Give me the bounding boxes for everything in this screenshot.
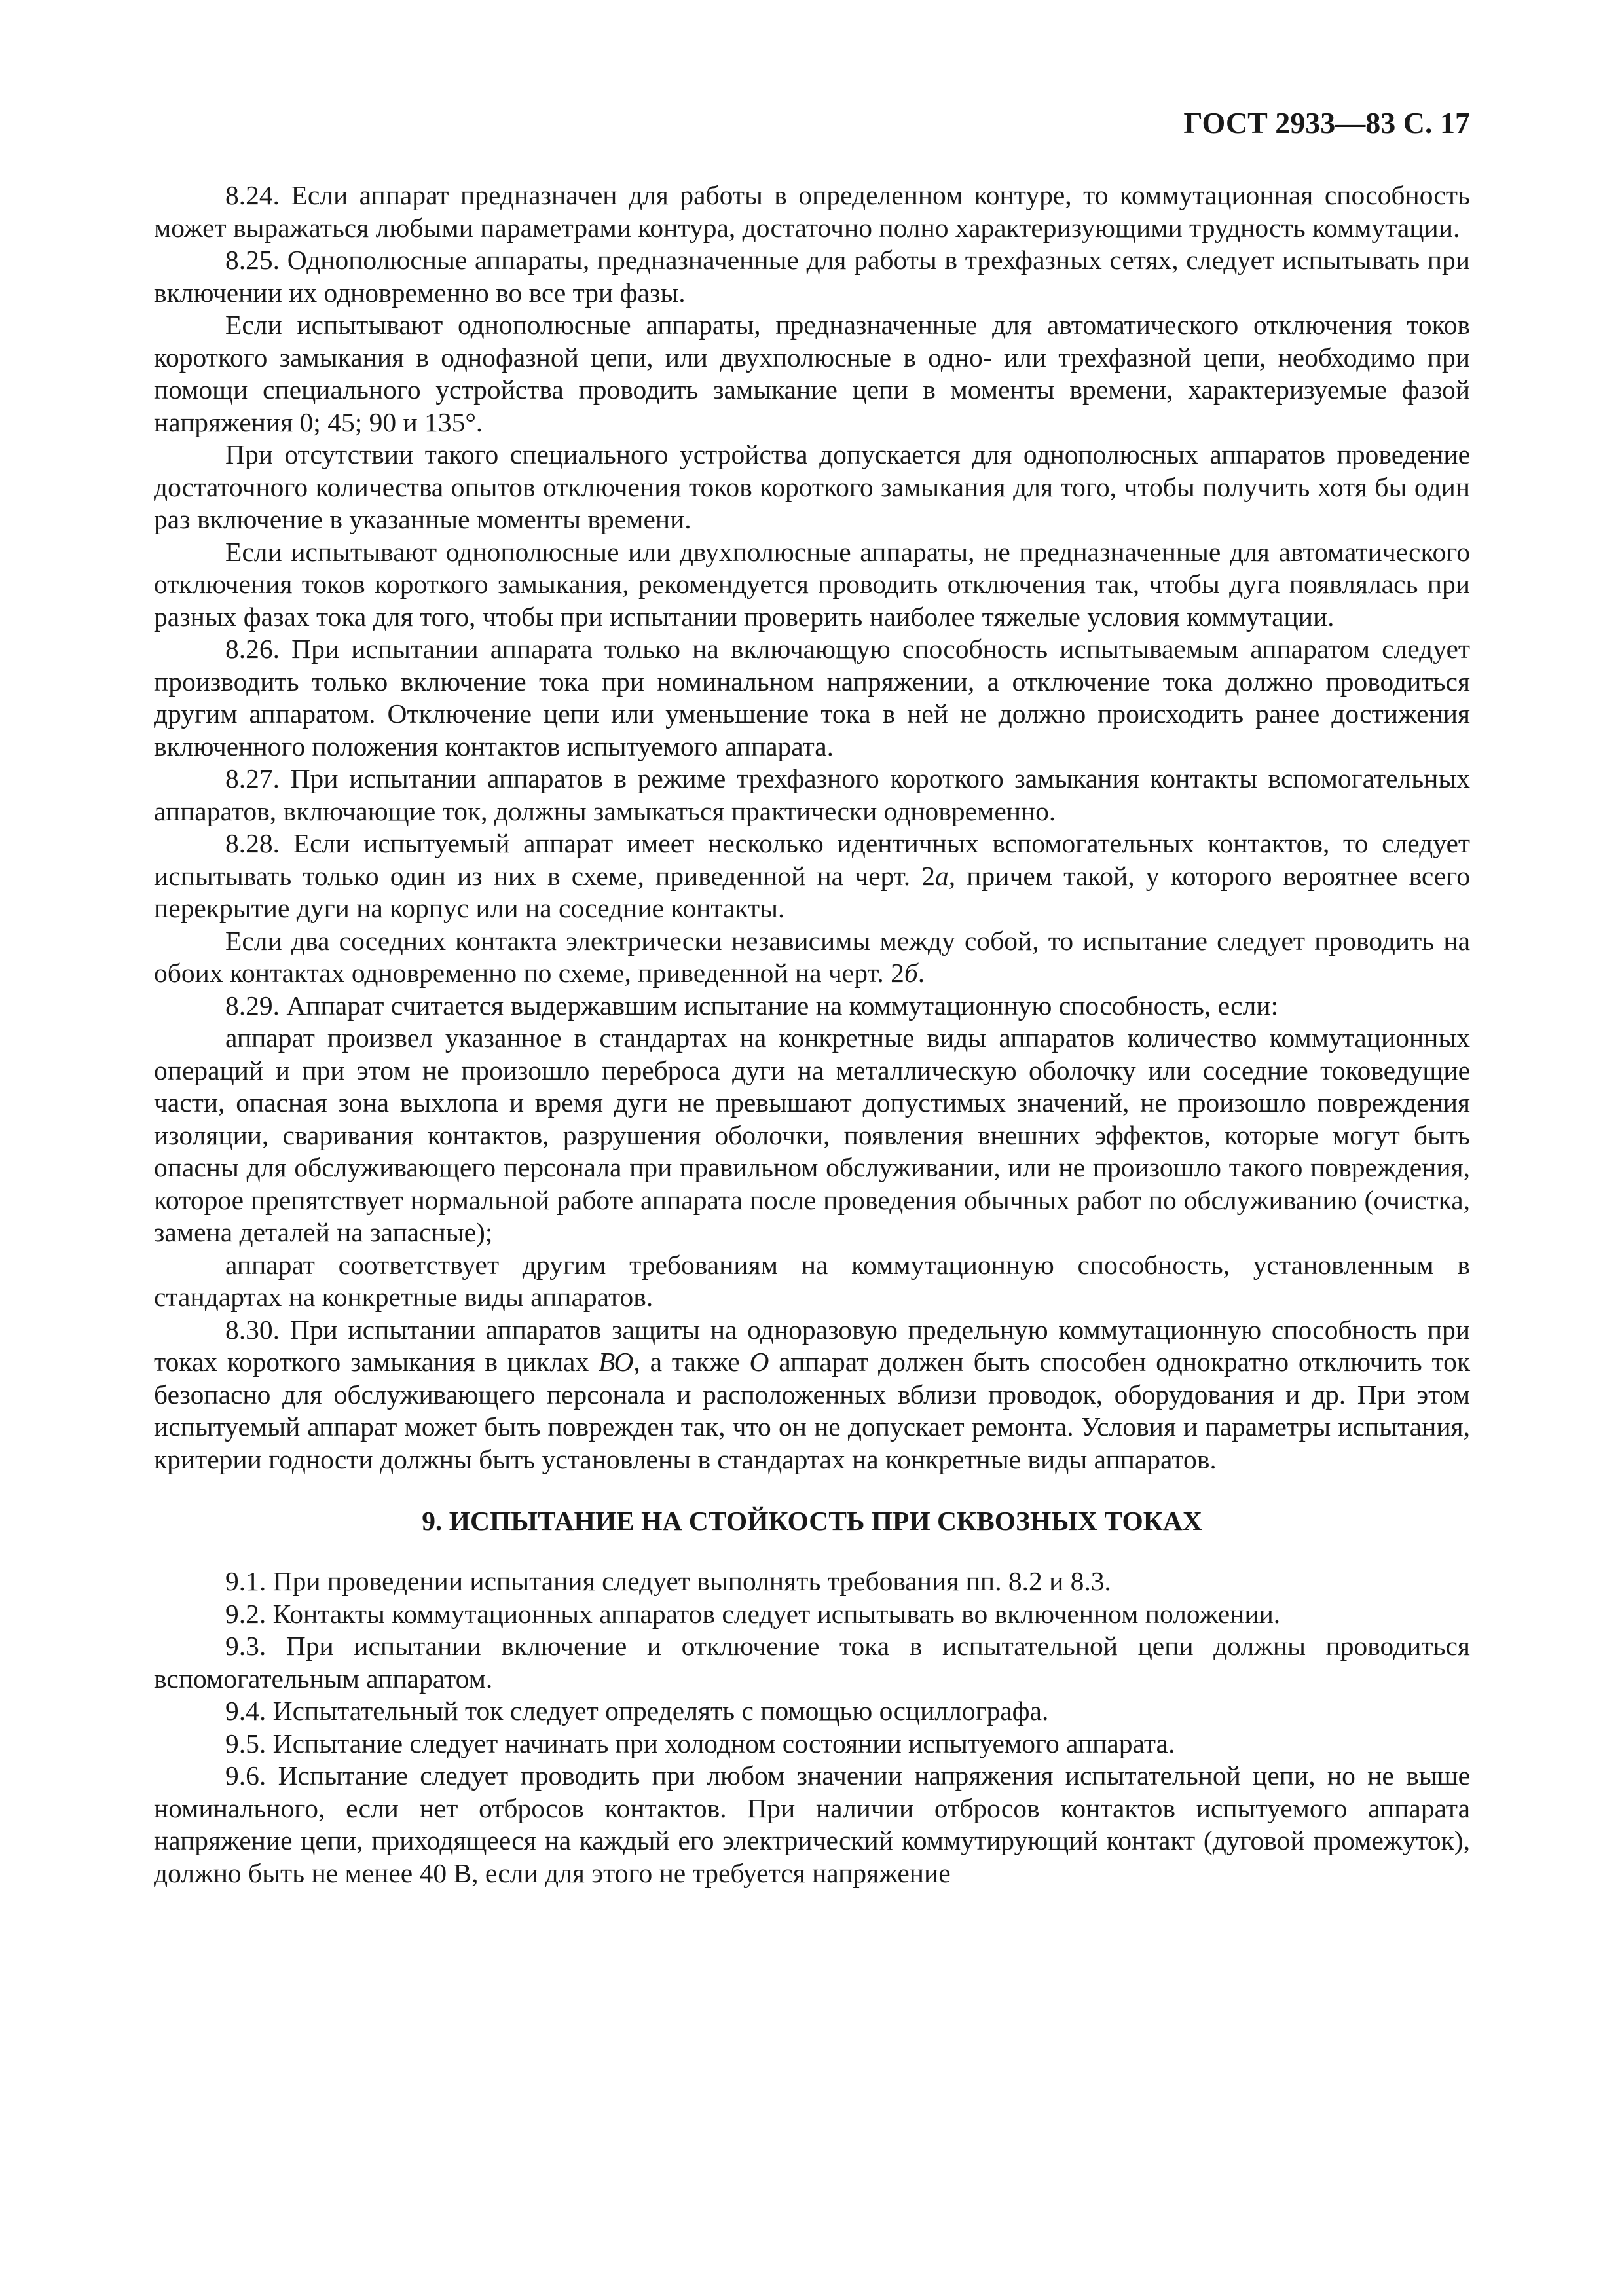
paragraph-9-5: 9.5. Испытание следует начинать при холодном состоянии испытуемого аппарата. bbox=[225, 1728, 1175, 1758]
paragraph-8-25-no-device: При отсутствии такого специального устройства допускается для однополюсных аппаратов проведение достаточного количества опытов отключения токов короткого замыкания для того, чтобы получить хотя бы один раз включение в указанные моменты времени. bbox=[154, 439, 1470, 534]
paragraph-8-25: 8.25. Однополюсные аппараты, предназначенные для работы в трехфазных сетях, следует испытывать при включении их одновременно во все три фазы. bbox=[154, 245, 1470, 308]
section-9-body bbox=[154, 1565, 1470, 1889]
paragraph-9-2: 9.2. Контакты коммутационных аппаратов следует испытывать во включенном положении. bbox=[225, 1598, 1281, 1629]
paragraph-8-29: 8.29. Аппарат считается выдержавшим испытание на коммутационную способность, если: bbox=[225, 990, 1279, 1021]
section-9-title: 9. ИСПЫТАНИЕ НА СТОЙКОСТЬ ПРИ СКВОЗНЫХ ТОКАХ bbox=[422, 1506, 1202, 1536]
paragraph-8-25-non-automatic: Если испытывают однополюсные или двухполюсные аппараты, не предназначенные для автоматического отключения токов короткого замыкания, рекомендуется проводить отключения так, чтобы дуга появлялась при разных фазах тока для того, чтобы при испытании проверить наиболее тяжелые условия коммутации. bbox=[154, 536, 1470, 632]
document-page bbox=[154, 105, 1470, 1889]
paragraph-8-29-condition-2: аппарат соответствует другим требованиям на коммутационную способность, установленным в стандартах на конкретные виды аппаратов. bbox=[154, 1249, 1470, 1312]
page-header: ГОСТ 2933—83 С. 17 bbox=[1183, 106, 1470, 139]
paragraph-9-6: 9.6. Испытание следует проводить при любом значении напряжения испытательной цепи, но не выше номинального, если нет отбросов контактов. При наличии отбросов контактов испытуемого аппарата напряжение цепи, приходящееся на каждый его электрический коммутирующий контакт (дуговой промежуток), должно быть не менее 40 В, если для этого не требуется напряжение bbox=[154, 1760, 1470, 1888]
paragraph-8-29-condition-1: аппарат произвел указанное в стандартах на конкретные виды аппаратов количество коммутационных операций и при этом не произошло переброса дуги на металлическую оболочку или соседние токоведущие части, опасная зона выхлопа и время дуги не превышают допустимых значений, не произошло повреждения изоляции, сваривания контактов, разрушения оболочки, появления внешних эффектов, которые могут быть опасны для обслуживающего персонала при правильном обслуживании, или не произошло такого повреждения, которое препятствует нормальной работе аппарата после проведения обычных работ по обслуживанию (очистка, замена деталей на запасные); bbox=[154, 1023, 1470, 1247]
paragraph-8-24: 8.24. Если аппарат предназначен для работы в определенном контуре, то коммутационная способность может выражаться любыми параметрами контура, достаточно полно характеризующими трудность коммутации. bbox=[154, 180, 1470, 243]
paragraph-8-27: 8.27. При испытании аппаратов в режиме трехфазного короткого замыкания контакты вспомогательных аппаратов, включающие ток, должны замыкаться практически одновременно. bbox=[154, 763, 1470, 826]
paragraph-9-4: 9.4. Испытательный ток следует определять с помощью осциллографа. bbox=[225, 1696, 1049, 1726]
paragraph-8-28: 8.28. Если испытуемый аппарат имеет несколько идентичных вспомогательных контактов, то следует испытывать только один из них в схеме, приведенной на черт. 2а, причем такой, у которого вероятнее всего перекрытие дуги на корпус или на соседние контакты. bbox=[154, 828, 1471, 923]
paragraph-9-3: 9.3. При испытании включение и отключение тока в испытательной цепи должны проводиться вспомогательным аппаратом. bbox=[154, 1631, 1470, 1694]
paragraph-8-30: 8.30. При испытании аппаратов защиты на одноразовую предельную коммутационную способность при токах короткого замыкания в циклах ВО, а также О аппарат должен быть способен однократно отключить ток безопасно для обслуживающего персонала и расположенных вблизи проводок, оборудования и др. При этом испытуемый аппарат может быть поврежден так, что он не допускает ремонта. Условия и параметры испытания, критерии годности должны быть установлены в стандартах на конкретные виды аппаратов. bbox=[154, 1314, 1470, 1474]
paragraph-8-26: 8.26. При испытании аппарата только на включающую способность испытываемым аппаратом следует производить только включение тока при номинальном напряжении, а отключение тока должно проводиться другим аппаратом. Отключение цепи или уменьшение тока в ней не должно происходить ранее достижения включенного положения контактов испытуемого аппарата. bbox=[154, 634, 1470, 761]
section-8-body bbox=[154, 179, 1470, 1476]
paragraph-8-28-adjacent: Если два соседних контакта электрически независимы между собой, то испытание следует проводить на обоих контактах одновременно по схеме, приведенной на черт. 2б. bbox=[154, 925, 1470, 988]
paragraph-8-25-single-phase: Если испытывают однополюсные аппараты, предназначенные для автоматического отключения токов короткого замыкания в однофазной цепи, или двухполюсные в одно- или трехфазной цепи, необходимо при помощи специального устройства проводить замыкание цепи в моменты времени, характеризуемые фазой напряжения 0; 45; 90 и 135°. bbox=[154, 310, 1470, 437]
paragraph-9-1: 9.1. При проведении испытания следует выполнять требования пп. 8.2 и 8.3. bbox=[225, 1566, 1111, 1596]
